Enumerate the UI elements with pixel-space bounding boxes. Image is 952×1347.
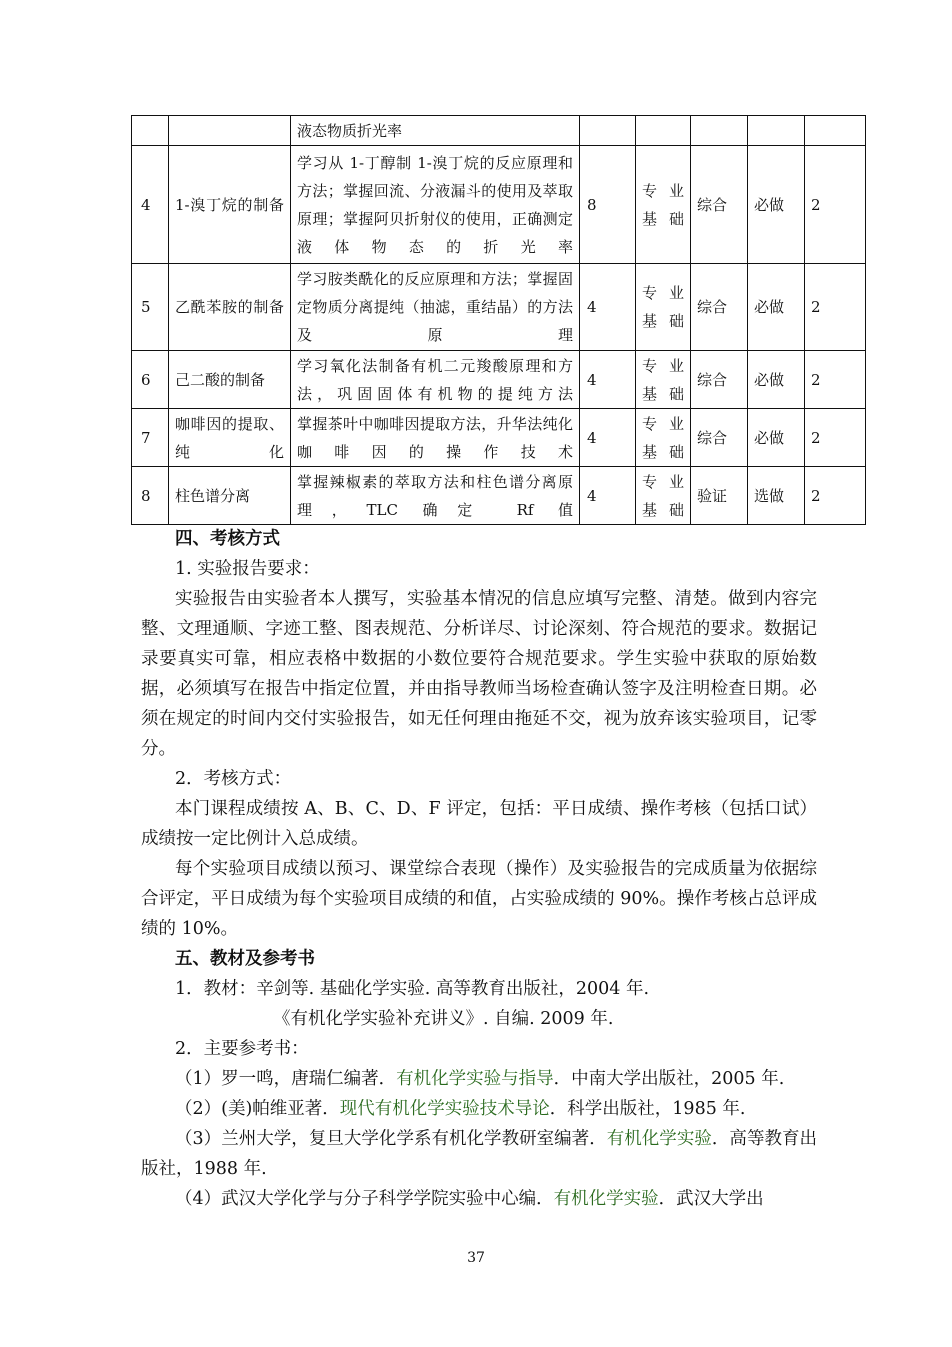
cell-no [132,116,169,146]
reference-prefix: （4）武汉大学化学与分子科学学院实验中心编． [175,1189,554,1209]
cell-hours: 4 [580,351,636,409]
reference-title: 有机化学实验与指导 [396,1069,554,1089]
cell-group: 2 [805,264,866,351]
page-number: 37 [467,1250,485,1266]
reference-prefix: （2）(美)帕维亚著． [175,1099,340,1119]
table-row [132,409,866,467]
reference-suffix: ．科学出版社，1985 年. [549,1099,746,1119]
cell-no: 5 [132,264,169,351]
section-heading: 五、教材及参考书 [175,949,315,969]
cell-req: 必做 [748,409,805,467]
cell-category: 专业基础 [636,146,691,264]
reference-item [141,1064,817,1094]
cell-content: 掌握茶叶中咖啡因提取方法，升华法纯化咖啡因的操作技术 [291,409,580,467]
section-heading: 四、考核方式 [175,529,280,549]
reference-item [141,1094,817,1124]
cell-type: 综合 [691,409,748,467]
paragraph: 实验报告由实验者本人撰写，实验基本情况的信息应填写完整、清楚。做到内容完整、文理通顺、字迹工整、图表规范、分析详尽、讨论深刻、符合规范的要求。数据记录要真实可靠，相应表格中数据的小数位要符合规范要求。学生实验中获取的原始数据，必须填写在报告中指定位置，并由指导教师当场检查确认签字及注明检查日期。必须在规定的时间内交付实验报告，如无任何理由拖延不交，视为放弃该实验项目，记零分。 [141,589,817,759]
reference-title: 有机化学实验 [606,1129,712,1149]
cell-content: 学习胺类酰化的反应原理和方法；掌握固定物质分离提纯（抽滤，重结晶）的方法及原理 [291,264,580,351]
table-row [132,351,866,409]
cell-name [169,116,291,146]
cell-no: 7 [132,409,169,467]
cell-hours: 8 [580,146,636,264]
cell-type [691,116,748,146]
paragraph: 每个实验项目成绩以预习、课堂综合表现（操作）及实验报告的完成质量为依据综合评定，平日成绩为每个实验项目成绩的和值，占实验成绩的 90%。操作考核占总评成绩的 10%。 [141,859,817,939]
cell-hours [580,116,636,146]
textbook-line: 1．教材：辛剑等. 基础化学实验. 高等教育出版社，2004 年. [175,979,650,999]
table-row [132,264,866,351]
cell-group: 2 [805,467,866,525]
cell-group [805,116,866,146]
cell-group: 2 [805,351,866,409]
subsection-label: 2．主要参考书： [175,1039,309,1059]
textbook-line: 《有机化学实验补充讲义》. 自编. 2009 年. [273,1009,614,1029]
cell-category [636,116,691,146]
cell-category: 专业基础 [636,264,691,351]
cell-name: 1-溴丁烷的制备 [169,146,291,264]
cell-hours: 4 [580,467,636,525]
cell-hours: 4 [580,264,636,351]
reference-title: 现代有机化学实验技术导论 [339,1099,550,1119]
cell-content: 掌握辣椒素的萃取方法和柱色谱分离原理，TLC 确定 Rf 值 [291,467,580,525]
cell-group: 2 [805,146,866,264]
reference-item [141,1124,817,1184]
reference-prefix: （1）罗一鸣，唐瑞仁编著． [175,1069,397,1089]
cell-name: 己二酸的制备 [169,351,291,409]
cell-content: 液态物质折光率 [291,116,580,146]
cell-name: 咖啡因的提取、纯化 [169,409,291,467]
reference-suffix: ．武汉大学出 [658,1189,764,1209]
cell-no: 6 [132,351,169,409]
cell-no: 4 [132,146,169,264]
reference-suffix: ．高等教育出版社，1988 年. [141,1129,818,1179]
reference-title: 有机化学实验 [553,1189,659,1209]
cell-category: 专业基础 [636,467,691,525]
cell-category: 专业基础 [636,409,691,467]
experiment-table [131,115,866,525]
cell-req: 必做 [748,351,805,409]
cell-no: 8 [132,467,169,525]
reference-item [141,1184,817,1214]
cell-content: 学习氧化法制备有机二元羧酸原理和方法，巩固固体有机物的提纯方法 [291,351,580,409]
document-body [141,524,817,1214]
cell-group: 2 [805,409,866,467]
subsection-label: 2．考核方式： [175,769,292,789]
cell-type: 综合 [691,351,748,409]
cell-req: 必做 [748,264,805,351]
table-row [132,116,866,146]
reference-prefix: （3）兰州大学，复旦大学化学系有机化学教研室编著． [175,1129,607,1149]
cell-req: 选做 [748,467,805,525]
cell-name: 柱色谱分离 [169,467,291,525]
table-row [132,467,866,525]
cell-req [748,116,805,146]
cell-type: 验证 [691,467,748,525]
table-row [132,146,866,264]
reference-suffix: ．中南大学出版社，2005 年. [553,1069,785,1089]
cell-type: 综合 [691,264,748,351]
cell-type: 综合 [691,146,748,264]
cell-hours: 4 [580,409,636,467]
cell-req: 必做 [748,146,805,264]
subsection-label: 1. 实验报告要求： [175,559,320,579]
cell-category: 专业基础 [636,351,691,409]
cell-name: 乙酰苯胺的制备 [169,264,291,351]
cell-content: 学习从 1-丁醇制 1-溴丁烷的反应原理和方法；掌握回流、分液漏斗的使用及萃取原理；掌握阿贝折射仪的使用，正确测定液体物态的折光率 [291,146,580,264]
paragraph: 本门课程成绩按 A、B、C、D、F 评定，包括：平日成绩、操作考核（包括口试）成绩按一定比例计入总成绩。 [141,799,817,849]
